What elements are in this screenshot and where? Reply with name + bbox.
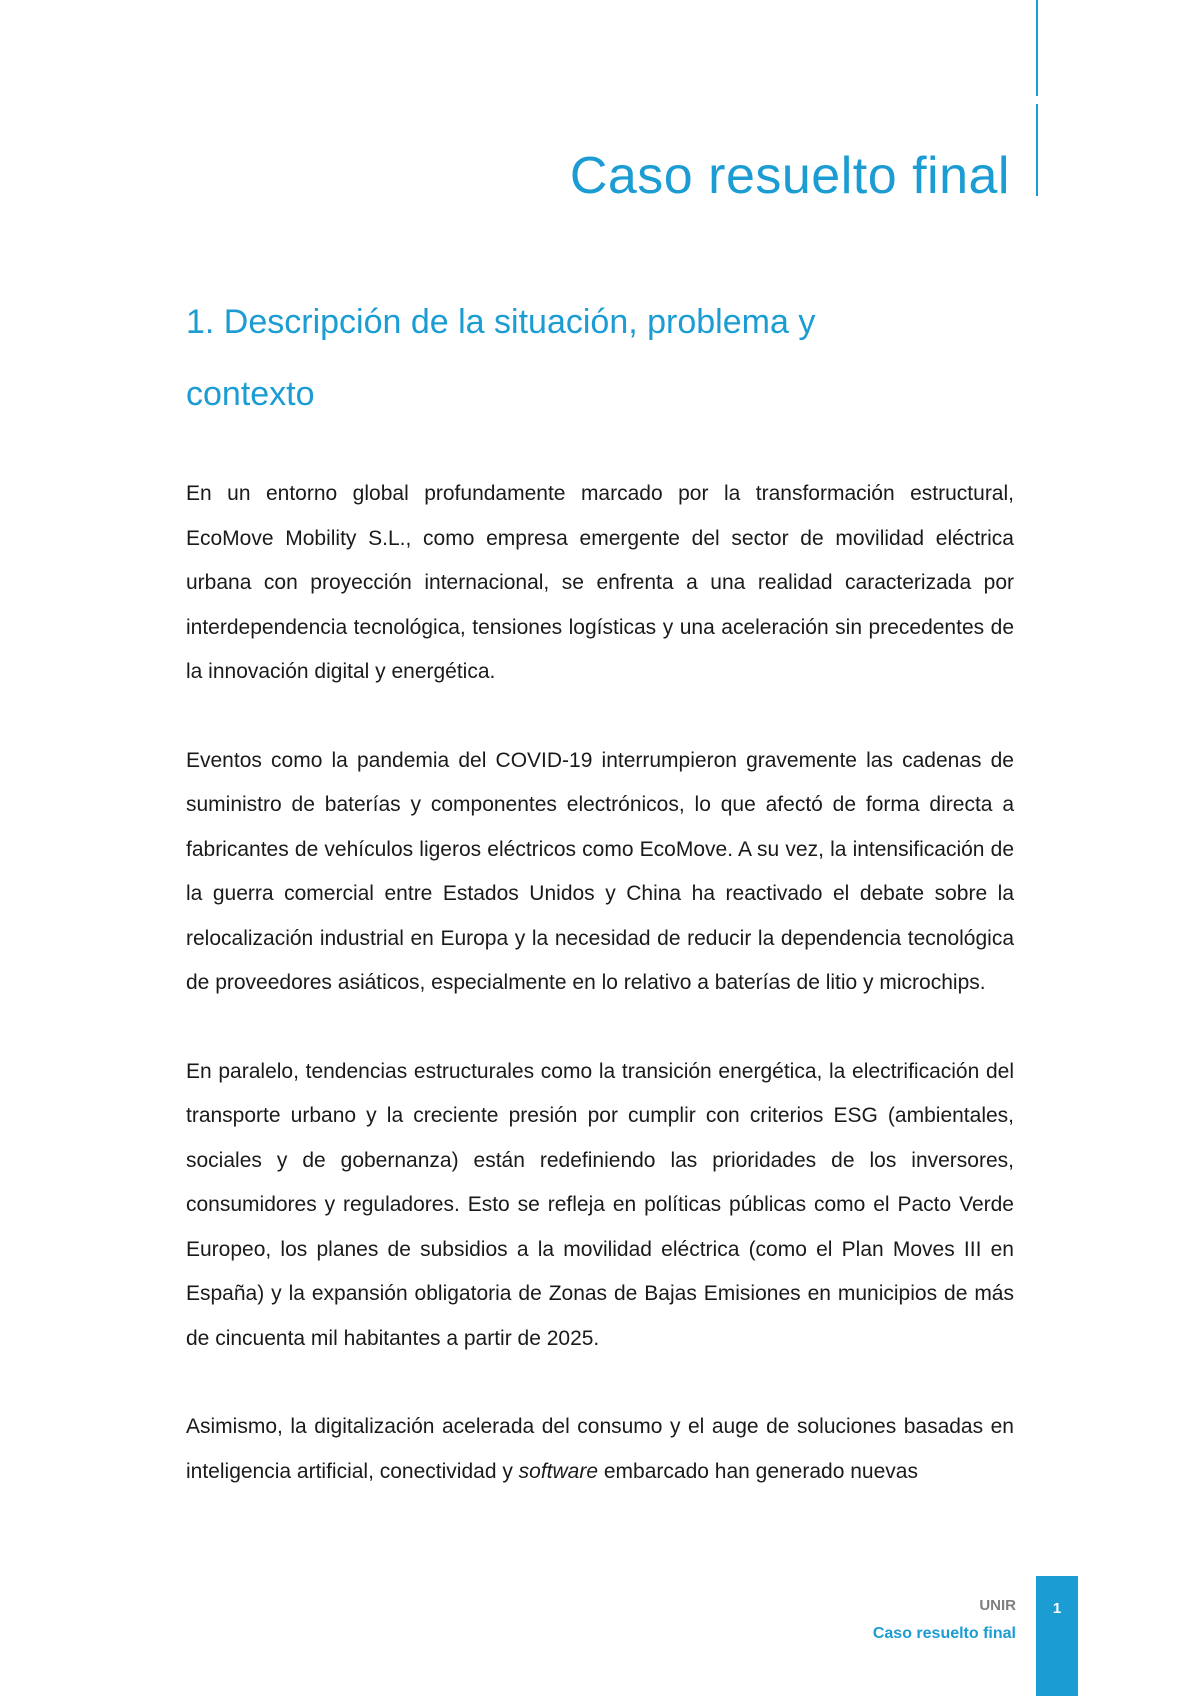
paragraph-4-start: Asimismo, la digitalización acelerada del consumo y el auge de soluciones basadas en inteligencia artificial, conectividad y: [186, 1415, 1014, 1483]
paragraph-2: Eventos como la pandemia del COVID-19 interrumpieron gravemente las cadenas de suministro de baterías y componentes electrónicos, lo que afectó de forma directa a fabricantes de vehículos ligeros eléctricos como EcoMove. A su vez, la intensificación de la guerra comercial entre Estados Unidos y China ha reactivado el debate sobre la relocalización industrial en Europa y la necesidad de reducir la dependencia tecnológica de proveedores asiáticos, especialmente en lo relativo a baterías de litio y microchips.: [186, 748, 1014, 994]
footer-subtitle: Caso resuelto final: [872, 1625, 1016, 1642]
header-rule: [1036, 104, 1038, 196]
document-title: Caso resuelto final: [569, 147, 1010, 205]
paragraph-4-end: embarcado han generado nuevas: [598, 1459, 918, 1483]
header-rule-top: [1036, 0, 1038, 96]
footer-org: UNIR: [979, 1597, 1016, 1614]
paragraph-4-italic: software: [518, 1459, 599, 1483]
paragraph-4: [186, 1405, 1014, 1494]
section-heading: 1. Descripción de la situación, problema y contexto: [186, 303, 816, 413]
body-text: [186, 472, 1014, 1538]
page-number: 1: [1036, 1576, 1078, 1696]
paragraph-1: En un entorno global profundamente marcado por la transformación estructural, EcoMove Mobility S.L., como empresa emergente del sector de movilidad eléctrica urbana con proyección internacional, se enfrenta a una realidad caracterizada por interdependencia tecnológica, tensiones logísticas y una aceleración sin precedentes de la innovación digital y energética.: [186, 482, 1014, 683]
paragraph-3: En paralelo, tendencias estructurales como la transición energética, la electrificación del transporte urbano y la creciente presión por cumplir con criterios ESG (ambientales, sociales y de gobernanza) están redefiniendo las prioridades de los inversores, consumidores y reguladores. Esto se refleja en políticas públicas como el Pacto Verde Europeo, los planes de subsidios a la movilidad eléctrica (como el Plan Moves III en España) y la expansión obligatoria de Zonas de Bajas Emisiones en municipios de más de cincuenta mil habitantes a partir de 2025.: [186, 1059, 1014, 1350]
